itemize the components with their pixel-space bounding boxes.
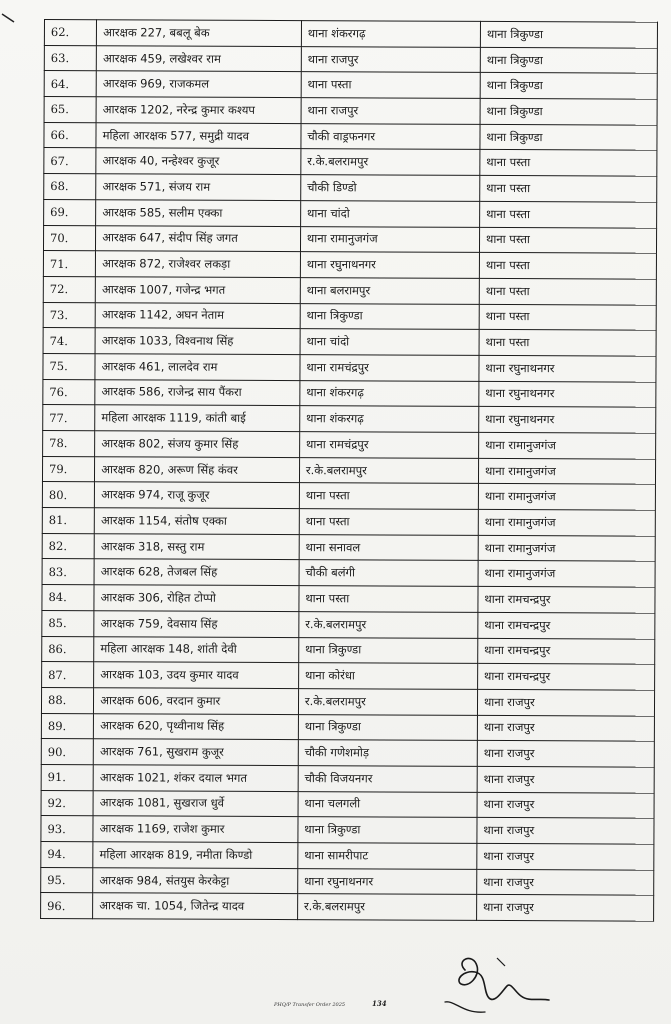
current-posting-cell: थाना रामानुजगंज (300, 226, 479, 252)
current-posting-cell: थाना शंकरगढ़ (300, 406, 479, 432)
new-posting-cell: थाना पस्ता (479, 330, 656, 356)
serial-number-cell: 65. (44, 97, 96, 123)
current-posting-cell: थाना रामचंद्रपुर (300, 355, 479, 381)
new-posting-cell: थाना त्रिकुण्डा (480, 47, 657, 73)
current-posting-cell: थाना त्रिकुण्डा (299, 637, 478, 663)
employee-cell: आरक्षक 606, वरदान कुमार (94, 688, 299, 715)
table-row (42, 482, 655, 510)
new-posting-cell: थाना रामानुजगंज (478, 561, 655, 587)
current-posting-cell: थाना चांदो (300, 200, 479, 226)
employee-cell: आरक्षक 459, लखेश्वर राम (96, 45, 301, 72)
new-posting-cell: थाना राजपुर (477, 818, 654, 844)
employee-cell: आरक्षक 759, देवसाय सिंह (94, 611, 299, 638)
new-posting-cell: थाना रामानुजगंज (478, 535, 655, 561)
current-posting-cell: चौकी वाड्रफनगर (301, 123, 480, 149)
serial-number-cell: 76. (43, 379, 95, 405)
table-row (42, 662, 655, 690)
current-posting-cell: चौकी बलंगी (299, 560, 478, 586)
table-row (41, 739, 654, 767)
serial-number-cell: 89. (41, 713, 93, 739)
employee-cell: आरक्षक 571, संजय राम (96, 174, 301, 201)
serial-number-cell: 79. (42, 456, 94, 482)
employee-cell: आरक्षक 586, राजेन्द्र साय पैंकरा (95, 379, 300, 406)
new-posting-cell: थाना राजपुर (477, 689, 654, 715)
transfer-list-body (41, 20, 658, 922)
table-row (43, 251, 656, 279)
footer-document-label: PHQ/P Transfer Order 2025 (274, 1002, 346, 1008)
table-row (43, 405, 656, 433)
employee-cell: आरक्षक 974, राजू कुजूर (95, 482, 300, 509)
page-number: 134 (372, 999, 387, 1008)
serial-number-cell: 86. (42, 636, 94, 662)
table-row (44, 97, 657, 125)
current-posting-cell: थाना चलगली (298, 791, 477, 817)
current-posting-cell: थाना शंकरगढ़ (300, 380, 479, 406)
current-posting-cell: चौकी विजयनगर (298, 766, 477, 792)
current-posting-cell: थाना त्रिकुण्डा (298, 714, 477, 740)
table-row (41, 816, 654, 844)
handwritten-signature (425, 940, 575, 1020)
new-posting-cell: थाना रामचन्द्रपुर (478, 612, 655, 638)
employee-cell: आरक्षक चा. 1054, जितेन्द्र यादव (93, 893, 298, 920)
employee-cell: आरक्षक 461, लालदेव राम (95, 354, 300, 381)
table-row (44, 71, 657, 99)
current-posting-cell: थाना रामचंद्रपुर (299, 432, 478, 458)
current-posting-cell: चौकी डिण्डो (301, 175, 480, 201)
employee-cell: आरक्षक 585, सलीम एक्का (96, 200, 301, 227)
new-posting-cell: थाना रघुनाथनगर (479, 407, 656, 433)
new-posting-cell: थाना राजपुर (477, 715, 654, 741)
table-row (41, 841, 654, 869)
current-posting-cell: थाना सामरीपाट (298, 843, 477, 869)
serial-number-cell: 75. (43, 353, 95, 379)
current-posting-cell: थाना राजपुर (301, 46, 480, 72)
new-posting-cell: थाना रामचन्द्रपुर (478, 587, 655, 613)
current-posting-cell: र.के.बलरामपुर (299, 457, 478, 483)
new-posting-cell: थाना रामचन्द्रपुर (478, 638, 655, 664)
serial-number-cell: 68. (44, 174, 96, 200)
employee-cell: आरक्षक 1021, शंकर दयाल भगत (93, 765, 298, 792)
employee-cell: आरक्षक 872, राजेश्वर लकड़ा (96, 251, 301, 278)
employee-cell: आरक्षक 1033, विश्वनाथ सिंह (95, 328, 300, 355)
new-posting-cell: थाना पस्ता (480, 150, 657, 176)
serial-number-cell: 96. (41, 893, 93, 919)
serial-number-cell: 83. (42, 559, 94, 585)
new-posting-cell: थाना पस्ता (479, 278, 656, 304)
table-row (43, 302, 656, 330)
serial-number-cell: 81. (42, 508, 94, 534)
new-posting-cell: थाना राजपुर (477, 869, 654, 895)
table-row (44, 174, 657, 202)
current-posting-cell: चौकी गणेशमोड़ (298, 740, 477, 766)
serial-number-cell: 69. (44, 199, 96, 225)
table-row (41, 687, 654, 715)
table-row (42, 533, 655, 561)
new-posting-cell: थाना रघुनाथनगर (479, 381, 656, 407)
new-posting-cell: थाना त्रिकुण्डा (480, 73, 657, 99)
current-posting-cell: थाना चांदो (300, 329, 479, 355)
serial-number-cell: 73. (43, 302, 95, 328)
serial-number-cell: 95. (41, 867, 93, 893)
table-row (43, 328, 656, 356)
current-posting-cell: थाना पस्ता (299, 586, 478, 612)
employee-cell: आरक्षक 40, नन्हेश्वर कुजूर (96, 148, 301, 175)
employee-cell: आरक्षक 969, राजकमल (96, 71, 301, 98)
new-posting-cell: थाना पस्ता (479, 227, 656, 253)
employee-cell: आरक्षक 1142, अघन नेताम (95, 302, 300, 329)
new-posting-cell: थाना राजपुर (477, 766, 654, 792)
table-row (43, 276, 656, 304)
new-posting-cell: थाना पस्ता (480, 201, 657, 227)
table-row (42, 585, 655, 613)
corner-pen-mark (0, 0, 40, 30)
serial-number-cell: 90. (41, 739, 93, 765)
serial-number-cell: 62. (44, 20, 96, 46)
current-posting-cell: थाना रघुनाथनगर (300, 252, 479, 278)
serial-number-cell: 82. (42, 533, 94, 559)
serial-number-cell: 74. (43, 328, 95, 354)
new-posting-cell: थाना त्रिकुण्डा (480, 21, 657, 47)
serial-number-cell: 71. (43, 251, 95, 277)
new-posting-cell: थाना राजपुर (477, 895, 654, 921)
new-posting-cell: थाना पस्ता (479, 304, 656, 330)
serial-number-cell: 70. (43, 225, 95, 251)
current-posting-cell: थाना पस्ता (299, 483, 478, 509)
table-row (44, 199, 657, 227)
current-posting-cell: थाना राजपुर (301, 98, 480, 124)
table-row (41, 790, 654, 818)
employee-cell: आरक्षक 227, बबलू बेक (97, 20, 302, 47)
new-posting-cell: थाना त्रिकुण्डा (480, 98, 657, 124)
table-row (42, 508, 655, 536)
current-posting-cell: थाना सनावल (299, 534, 478, 560)
current-posting-cell: थाना पस्ता (301, 72, 480, 98)
serial-number-cell: 78. (43, 430, 95, 456)
serial-number-cell: 64. (44, 71, 96, 97)
new-posting-cell: थाना पस्ता (480, 176, 657, 202)
new-posting-cell: थाना पस्ता (479, 253, 656, 279)
employee-cell: महिला आरक्षक 1119, कांती बाई (95, 405, 300, 432)
transfer-list-table (40, 19, 658, 922)
table-row (42, 559, 655, 587)
current-posting-cell: र.के.बलरामपुर (301, 149, 480, 175)
serial-number-cell: 85. (42, 610, 94, 636)
serial-number-cell: 80. (42, 482, 94, 508)
current-posting-cell: थाना बलरामपुर (300, 277, 479, 303)
current-posting-cell: र.के.बलरामपुर (297, 894, 476, 920)
current-posting-cell: थाना कोरंधा (298, 663, 477, 689)
table-row (44, 148, 657, 176)
employee-cell: आरक्षक 1081, सुखराज धुर्वे (93, 790, 298, 817)
employee-cell: आरक्षक 984, संतयुस केरकेट्टा (93, 867, 298, 894)
serial-number-cell: 88. (41, 687, 93, 713)
table-row (42, 456, 655, 484)
new-posting-cell: थाना रघुनाथनगर (479, 355, 656, 381)
serial-number-cell: 67. (44, 148, 96, 174)
employee-cell: आरक्षक 1154, संतोष एक्का (94, 508, 299, 535)
serial-number-cell: 87. (42, 662, 94, 688)
current-posting-cell: र.के.बलरामपुर (299, 611, 478, 637)
new-posting-cell: थाना राजपुर (477, 741, 654, 767)
current-posting-cell: थाना शंकरगढ़ (301, 21, 480, 47)
employee-cell: आरक्षक 620, पृथ्वीनाथ सिंह (94, 713, 299, 740)
employee-cell: आरक्षक 820, अरूण सिंह कंवर (95, 456, 300, 483)
current-posting-cell: थाना त्रिकुण्डा (300, 303, 479, 329)
employee-cell: महिला आरक्षक 577, समुद्री यादव (96, 122, 301, 149)
serial-number-cell: 66. (44, 122, 96, 148)
current-posting-cell: थाना रघुनाथनगर (298, 868, 477, 894)
table-row (44, 122, 657, 150)
table-row (43, 353, 656, 381)
employee-cell: आरक्षक 647, संदीप सिंह जगत (96, 225, 301, 252)
table-row (41, 764, 654, 792)
employee-cell: आरक्षक 103, उदय कुमार यादव (94, 662, 299, 689)
table-row (41, 893, 654, 921)
employee-cell: आरक्षक 306, रोहित टोप्पो (94, 585, 299, 612)
employee-cell: आरक्षक 628, तेजबल सिंह (94, 559, 299, 586)
employee-cell: महिला आरक्षक 819, नमीता किण्डो (93, 842, 298, 869)
new-posting-cell: थाना राजपुर (477, 792, 654, 818)
employee-cell: आरक्षक 761, सुखराम कुजूर (93, 739, 298, 766)
new-posting-cell: थाना रामानुजगंज (478, 458, 655, 484)
table-row (41, 713, 654, 741)
serial-number-cell: 72. (43, 276, 95, 302)
table-row (41, 867, 654, 895)
table-row (44, 45, 657, 73)
new-posting-cell: थाना रामचन्द्रपुर (478, 664, 655, 690)
serial-number-cell: 63. (44, 45, 96, 71)
employee-cell: महिला आरक्षक 148, शांती देवी (94, 636, 299, 663)
table-row (42, 636, 655, 664)
employee-cell: आरक्षक 1202, नरेन्द्र कुमार कश्यप (96, 97, 301, 124)
serial-number-cell: 91. (41, 764, 93, 790)
serial-number-cell: 93. (41, 816, 93, 842)
new-posting-cell: थाना राजपुर (477, 843, 654, 869)
new-posting-cell: थाना रामानुजगंज (479, 432, 656, 458)
employee-cell: आरक्षक 318, सस्तु राम (94, 533, 299, 560)
current-posting-cell: थाना पस्ता (299, 509, 478, 535)
new-posting-cell: थाना त्रिकुण्डा (480, 124, 657, 150)
current-posting-cell: थाना त्रिकुण्डा (298, 817, 477, 843)
current-posting-cell: र.के.बलरामपुर (298, 688, 477, 714)
new-posting-cell: थाना रामानुजगंज (478, 484, 655, 510)
table-row (43, 225, 656, 253)
table-row (43, 379, 656, 407)
table-row (43, 430, 656, 458)
serial-number-cell: 94. (41, 841, 93, 867)
employee-cell: आरक्षक 802, संजय कुमार सिंह (95, 431, 300, 458)
employee-cell: आरक्षक 1169, राजेश कुमार (93, 816, 298, 843)
table-row (42, 610, 655, 638)
serial-number-cell: 84. (42, 585, 94, 611)
serial-number-cell: 77. (43, 405, 95, 431)
new-posting-cell: थाना रामानुजगंज (478, 509, 655, 535)
employee-cell: आरक्षक 1007, गजेन्द्र भगत (95, 277, 300, 304)
table-row (44, 20, 657, 48)
serial-number-cell: 92. (41, 790, 93, 816)
